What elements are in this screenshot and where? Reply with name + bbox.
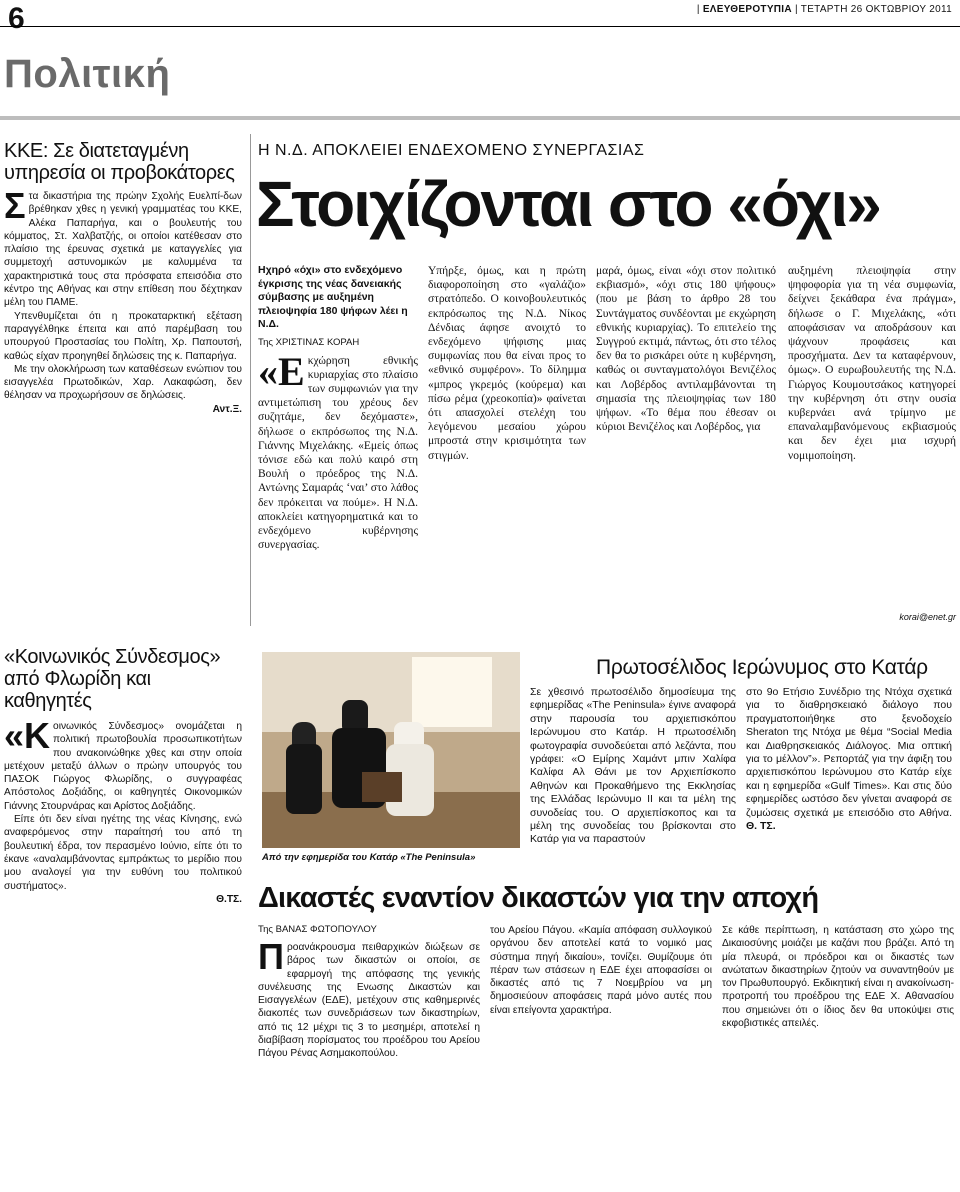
main-dropcap: «Ε [258, 353, 305, 394]
qatar-photo [262, 652, 520, 848]
judges-dropcap: Π [258, 941, 284, 977]
kke-body [4, 190, 242, 646]
main-kicker: Η Ν.Δ. ΑΠΟΚΛΕΙΕΙ ΕΝΔΕΧΟΜΕΝΟ ΣΥΝΕΡΓΑΣΙΑΣ [258, 142, 645, 159]
main-body-3: μαρά, όμως, είναι «όχι στον πολιτικό εκβιασμό», «όχι στις 180 ψήφους» (που με βάση το άρθρο 28 του Συντάγματος συνδέονται με εκχώρηση εθνικής κυριαρχίας). Το επιτελείο της Συγγρού εκτιμά, πάντως, ότι στο τέλος δεν θα το ρισκάρει ούτε η κυβέρνηση, καθώς οι συνταγματολόγοι Βενιζέλος και Λοβέρδος αντιλαμβάνονται τη σημασία της πλειοψηφίας των 180 ψήφων. «Το θέμα που έθεσαν οι κύριοι Βενιζέλος και Λοβέρδος, για [596, 265, 776, 434]
kke-p1: τα δικαστήρια της πρώην Σχολής Ευελπί-δων βρέθηκαν χθες η γενική γραμματέας του ΚΚΕ, Αλέκα Παπαρήγα, και ο βουλευτής του κόμματος, Στ. Χαλβατζής, οι οποίοι κατέθεσαν στο πλαίσιο της έρευνας σχετικά με καταγγελίες για συμμετοχή αστυνομικών με καλυμμένα τα χαρακτηριστικά τους στα πρόσφατα επεισόδια στο κέντρο της Αθήνας και στην επίθεση που δέχτηκαν μέλη του ΠΑΜΕ. [4, 191, 242, 309]
newspaper-name: ΕΛΕΥΘΕΡΟΤΥΠΙΑ [702, 4, 792, 15]
kke-signature: Αντ.Ξ. [212, 403, 242, 415]
kke-article [4, 140, 242, 646]
qatar-text-2: στο 9ο Ετήσιο Συνέδριο της Ντόχα σχετικά για το διαθρησκειακό διάλογο που πραγματοποιήθηκε στο ξενοδοχείο Sheraton της Ντόχα με θέμα “Social Media και Διαθρησκειακός Διάλογος. Μια οπτική για το μέλλον”». Ρεπορτάζ για την άφιξη του αρχιεπισκόπου Ιερώνυμου στο Κατάρ είχε και η εφημερίδα «Gulf Times». Και στις δύο εφημερίδες ωστόσο δεν γίνεται αναφορά σε ζυμώσεις σχετικά με επεισόδιο στο Αθήνα. [746, 686, 952, 819]
judges-headline: Δικαστές εναντίον δικαστών για την αποχή [258, 882, 819, 914]
syndesmos-p2: Είπε ότι δεν είναι ηγέτης της νέας Κίνησης, ενώ αναφερόμενος στην παραίτησή του από τη βουλευτική έδρα, τον περασμένο Ιούνιο, είπε ότι το έκανε «αναλαμβάνοντας εμπράκτως το μερίδιο που μου αναλογεί για την ευθύνη του πολιτικού συστήματος». [4, 814, 242, 892]
syndesmos-signature: Θ.ΤΣ. [216, 893, 242, 905]
qatar-body-2 [746, 686, 952, 862]
main-col4 [788, 264, 956, 622]
judges-text-1: ροανάκρουσμα πειθαρχικών διώξεων σε βάρος των δικαστών οι οποίοι, σε εφαρμογή της απόφασης της γενικής συνέλευσης της Ενωσης Δικαστών και Εισαγγελέων (ΕΔΕ), μετέχουν στις καθημερινές διακοπές των συνεδριάσεων των δικαστηρίων, από τις 12 μέχρι τις 3 το μεσημέρι, αποτελεί η διαβίβαση πορίσματος του προέδρου του Αρείου Πάγου Ρένας Ασημακοπούλου. [258, 942, 480, 1060]
main-body-2: Υπήρξε, όμως, και η πρώτη διαφοροποίηση στο «γαλάζιο» στρατόπεδο. Ο κοινοβουλευτικός εκπρόσωπος της Ν.Δ. Νίκος Δένδιας άφησε ανοιχτό το ενδεχόμενο ψήφισης μιας συμφωνίας που θα είναι προς το «εθνικό συμφέρον». Το δίλημμα «μπρος γκρεμός (κούρεμα) και πίσω ρέμα (χρεοκοπία)» φαίνεται ότι απασχολεί στελέχη του λεγόμενου μεσαίου χώρου μπροστά στην κρισιμότητα των στιγμών. [428, 265, 586, 462]
top-divider [0, 26, 960, 27]
main-col1 [258, 264, 418, 616]
main-text-1: κχώρηση εθνικής κυριαρχίας στο πλαίσιο των συμφωνιών για την αντιμετώπιση του χρέους δεν συζητάμε, δεν δεχόμαστε», δήλωσε ο εκπρόσωπος της Ν.Δ. Γιάννης Μιχελάκης. «Εμείς όπως τόνισε εδώ και πολύ καιρό στη Βουλή ο πρόεδρος της Ν.Δ. Αντώνης Σαμαράς ‘ναι’ στο λάθος δεν πρόκειται να πούμε». Η Ν.Δ. αποκλείει κατηγορηματικά και το ενδεχόμενο κυβέρνησης συνεργασίας. [258, 354, 418, 552]
qatar-body-1: Σε χθεσινό πρωτοσέλιδο δημοσίευμα της εφημερίδας «The Peninsula» έγινε αναφορά στην παρουσία του αρχιεπισκόπου Ιερώνυμου στο Κατάρ. Η πρωτοσέλιδη φωτογραφία συνοδεύεται από λεζάντα, που γράφει: «Ο Εμίρης Χαμάντ μπιν Χαλίφα Καλίφα Αλ Θάνι με τον Αρχιεπίσκοπο Αθηνών και Προκαθήμενο της Εκκλησίας της Ελλάδας Ιερώνυμο ΙΙ και τα μέλη της συνοδείας του. Ο αρχιεπίσκοπος και τα μέλη της συνοδείας του βρίσκονται στο Κατάρ για να παραστούν [530, 686, 736, 846]
main-byline: Της ΧΡΙΣΤΙΝΑΣ ΚΟΡΑΗ [258, 336, 360, 348]
qatar-photo-caption: Από την εφημερίδα του Κατάρ «The Peninsula» [262, 852, 476, 863]
syndesmos-body [4, 720, 242, 1192]
masthead: | ΕΛΕΥΘΕΡΟΤΥΠΙΑ | ΤΕΤΑΡΤΗ 26 ΟΚΤΩΒΡΙΟΥ 2011 [696, 4, 952, 15]
syndesmos-article [4, 646, 242, 1192]
syndesmos-p1: οινωνικός Σύνδεσμος» ονομάζεται η πολιτική πρωτοβουλία προσωπικοτήτων που ανακοινώθηκε χθες και στην οποία μετέχουν μεταξύ άλλων ο πρώην υπουργός του ΠΑΣΟΚ Γιώργος Φλωρίδης, ο συγγραφέας Απόστολος Δοξιάδης, οι καθηγητές Οικονομικών Γιάννης Στουρνάρας και Αρίστος Δοξιάδης. [4, 721, 242, 812]
main-body-4: αυξημένη πλειοψηφία στην ψηφοφορία για τη νέα συμφωνία, δείχνει ξεκάθαρα ένα πράγμα», δήλωσε ο Γ. Μιχελάκης, «ότι αποφάσισαν να αποδράσουν και ψάχνουν προφάσεις και προσχήματα. Δεν τα καταφέρνουν, όμως». Ο ευρωβουλευτής της Ν.Δ. Γιώργος Κουμουτσάκος κατηγορεί την κυβέρνηση ότι στην ουσία κυβερνάει ανά τρίμηνο με επαναλαμβανόμενους εκβιασμούς και δεν έχει μια ισχυρή νομιμοποίηση. [788, 265, 956, 462]
column-divider [250, 134, 251, 626]
page-number: 6 [8, 2, 25, 35]
qatar-signature: Θ. ΤΣ. [746, 820, 776, 833]
kke-p3: Με την ολοκλήρωση των καταθέσεων ενώπιον του εισαγγελέα Πρωτοδικών, Χαρ. Λακαφώση, δεν θέλησαν να προχωρήσουν σε δηλώσεις. [4, 363, 242, 402]
judges-col1 [258, 924, 480, 1187]
qatar-title: Πρωτοσέλιδος Ιερώνυμος στο Κατάρ [596, 656, 928, 679]
main-lead: Ηχηρό «όχι» στο ενδεχόμενο έγκρισης της νέας δανειακής σύμβασης με αυξημένη πλειοψηφία 180 ψήφων λέει η Ν.Δ. [258, 264, 408, 330]
main-body-1 [258, 354, 418, 616]
kke-dropcap: Σ [4, 190, 26, 226]
section-title: Πολιτική [4, 52, 171, 96]
kke-p2: Υπενθυμίζεται ότι η προκαταρκτική εξέταση παραγγέλθηκε έπειτα και από παρέμβαση του υπουργού Προστασίας του Πολίτη, Χρ. Παπουτσή, καθώς είχαν προηγηθεί δηλώσεις της κ. Παπαρήγα. [4, 310, 242, 362]
main-headline: Στοιχίζονται στο «όχι» [256, 168, 880, 240]
judges-body-2: του Αρείου Πάγου. «Καμία απόφαση συλλογικού οργάνου δεν αποτελεί κατά το νομικό μας σύστημα πηγή δικαίου», τονίζει. Θυμίζουμε ότι πέραν των στάσεων η ΕΔΕ έχει αποφασίσει οι δικαστές από τις 7 Νοεμβρίου να μη δημοσιεύουν αποφάσεις παρά μόνο αυτές που είναι επείγοντα χαρακτήρα. [490, 925, 712, 1016]
judges-body-3: Σε κάθε περίπτωση, η κατάσταση στο χώρο της Δικαιοσύνης μοιάζει με καζάνι που βράζει. Από τη μία πλευρά, οι πρόεδροι και οι δικαστές των ανώτατων δικαστηρίων ζητούν να συναντηθούν με τον Πρωθυπουργό. Εκδικητική είναι η ανακοίνωση-προτροπή του προέδρου της ΕΔΕ Χ. Αθανασίου που σημειώνει ότι ο ίδιος δεν θα υποκύψει στις εκφοβιστικές απειλές. [722, 925, 954, 1030]
meeting-photo-image [262, 652, 520, 848]
kke-title: ΚΚΕ: Σε διατεταγμένη υπηρεσία οι προβοκάτορες [4, 140, 235, 184]
issue-date: ΤΕΤΑΡΤΗ 26 ΟΚΤΩΒΡΙΟΥ 2011 [800, 4, 952, 15]
syndesmos-dropcap: «Κ [4, 720, 51, 756]
syndesmos-title: «Κοινωνικός Σύνδεσμος» από Φλωρίδη και καθηγητές [4, 646, 221, 712]
main-signature: korai@enet.gr [899, 612, 956, 622]
judges-byline: Της ΒΑΝΑΣ ΦΩΤΟΠΟΥΛΟΥ [258, 924, 377, 935]
judges-body-1 [258, 941, 480, 1187]
section-divider [0, 116, 960, 120]
